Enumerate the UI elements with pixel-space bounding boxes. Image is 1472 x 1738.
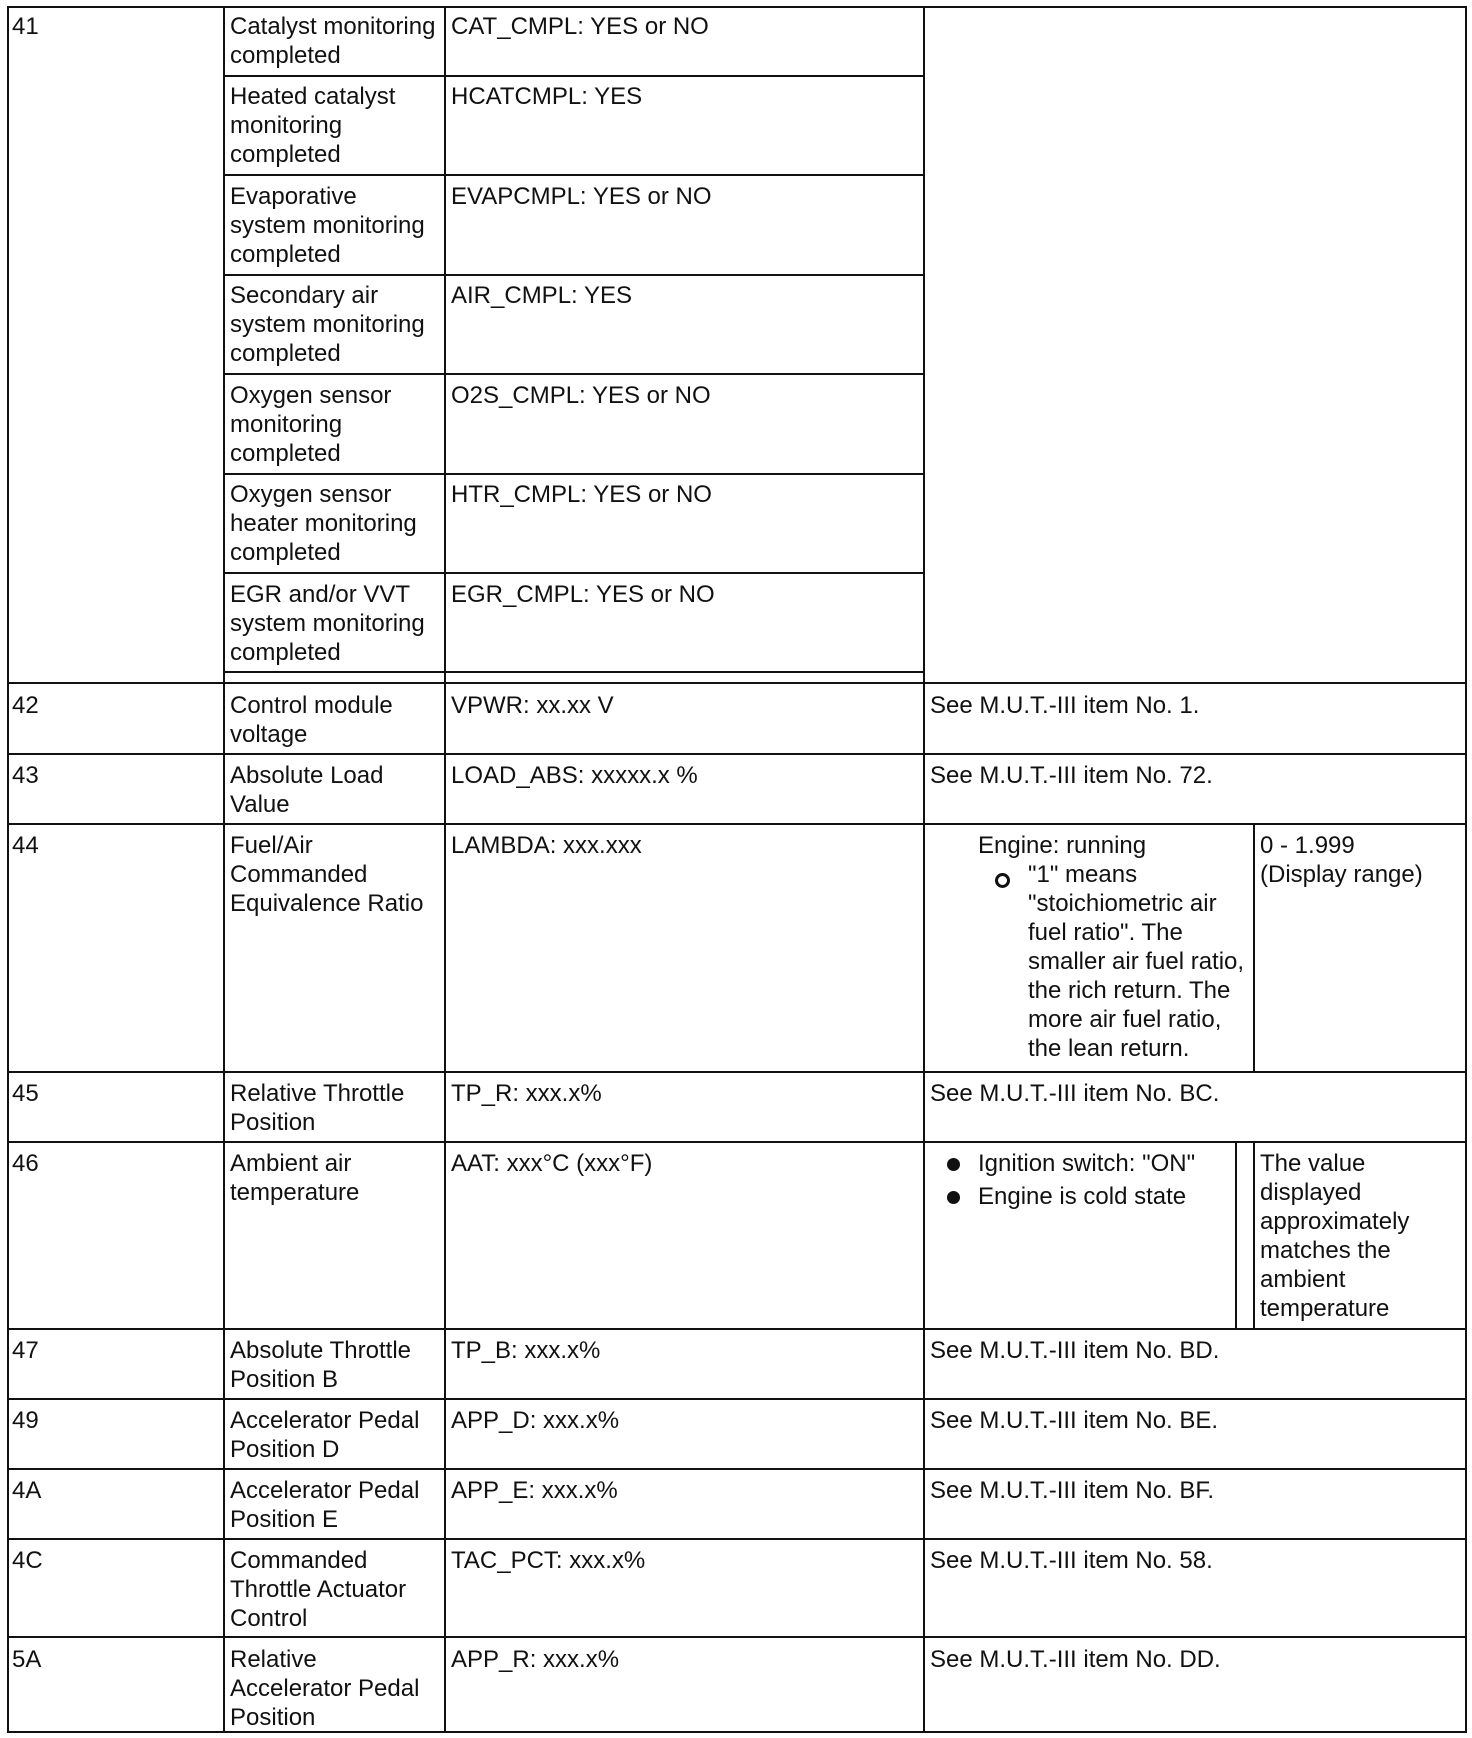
item-name: Catalyst monitoring completed bbox=[230, 13, 436, 69]
display-value: AAT: xxx°C (xxx°F) bbox=[451, 1150, 653, 1177]
reference-text: See M.U.T.-III item No. 1. bbox=[930, 692, 1200, 719]
row-separator bbox=[7, 1468, 1467, 1470]
display-value: HTR_CMPL: YES or NO bbox=[451, 481, 712, 508]
item-name: Fuel/Air Commanded Equivalence Ratio bbox=[230, 832, 424, 917]
display-value: LAMBDA: xxx.xxx bbox=[451, 832, 642, 859]
reference-text: See M.U.T.-III item No. BC. bbox=[930, 1080, 1220, 1107]
item-name: Oxygen sensor heater monitoring completed bbox=[230, 481, 417, 566]
item-name: Secondary air system monitoring completed bbox=[230, 282, 425, 367]
reference-text: See M.U.T.-III item No. 72. bbox=[930, 762, 1213, 789]
display-value: TAC_PCT: xxx.x% bbox=[451, 1547, 646, 1574]
row-separator bbox=[7, 753, 1467, 755]
col-divider-display bbox=[923, 6, 925, 1733]
normal-value-divider bbox=[1235, 1141, 1237, 1330]
row-separator bbox=[7, 1071, 1467, 1073]
row-separator bbox=[7, 823, 1467, 825]
table-border-top bbox=[7, 6, 1467, 8]
row-number: 5A bbox=[12, 1646, 42, 1673]
row-number: 43 bbox=[12, 762, 39, 789]
display-value: EGR_CMPL: YES or NO bbox=[451, 581, 715, 608]
reference-text: See M.U.T.-III item No. BF. bbox=[930, 1477, 1215, 1504]
reference-text: See M.U.T.-III item No. 58. bbox=[930, 1547, 1213, 1574]
item-name: Oxygen sensor monitoring completed bbox=[230, 382, 392, 467]
check-condition: Ignition switch: "ON" bbox=[978, 1150, 1196, 1177]
item-name: Accelerator Pedal Position D bbox=[230, 1407, 420, 1463]
row-number: 45 bbox=[12, 1080, 39, 1107]
check-condition: Engine is cold state bbox=[978, 1183, 1187, 1210]
row-number: 46 bbox=[12, 1150, 39, 1177]
table-border-left bbox=[7, 6, 9, 1733]
row-number: 4C bbox=[12, 1547, 43, 1574]
item-name: Absolute Load Value bbox=[230, 762, 384, 818]
subrow-line bbox=[223, 174, 925, 176]
item-name: Heated catalyst monitoring completed bbox=[230, 83, 396, 168]
bullet-icon bbox=[947, 1158, 960, 1171]
subrow-line bbox=[223, 572, 925, 574]
display-value: EVAPCMPL: YES or NO bbox=[451, 183, 712, 210]
normal-value-divider bbox=[1253, 1141, 1255, 1330]
reference-text: See M.U.T.-III item No. BE. bbox=[930, 1407, 1219, 1434]
normal-condition: 0 - 1.999 (Display range) bbox=[1260, 832, 1423, 888]
row-number: 44 bbox=[12, 832, 39, 859]
display-value: APP_R: xxx.x% bbox=[451, 1646, 620, 1673]
subrow-line bbox=[223, 473, 925, 475]
row-number: 41 bbox=[12, 13, 39, 40]
condition-note: "1" means "stoichiometric air fuel ratio". The smaller air fuel ratio, the rich return. The more air fuel ratio, the lean return. bbox=[1028, 861, 1245, 1062]
display-value: CAT_CMPL: YES or NO bbox=[451, 13, 709, 40]
table-border-right bbox=[1465, 6, 1467, 1733]
table-border-bottom bbox=[7, 1731, 1467, 1733]
hollow-bullet-icon bbox=[995, 873, 1010, 888]
item-name: Relative Accelerator Pedal Position bbox=[230, 1646, 420, 1731]
item-name: Ambient air temperature bbox=[230, 1150, 360, 1206]
row-separator bbox=[7, 1328, 1467, 1330]
display-value: LOAD_ABS: xxxxx.x % bbox=[451, 762, 698, 789]
reference-text: See M.U.T.-III item No. DD. bbox=[930, 1646, 1221, 1673]
display-value: VPWR: xx.xx V bbox=[451, 692, 614, 719]
item-name: Absolute Throttle Position B bbox=[230, 1337, 411, 1393]
row-separator bbox=[7, 1538, 1467, 1540]
row-number: 42 bbox=[12, 692, 39, 719]
reference-text: See M.U.T.-III item No. BD. bbox=[930, 1337, 1220, 1364]
row-number: 49 bbox=[12, 1407, 39, 1434]
row-number: 47 bbox=[12, 1337, 39, 1364]
display-value: O2S_CMPL: YES or NO bbox=[451, 382, 711, 409]
row-separator bbox=[7, 1141, 1467, 1143]
subrow-line bbox=[223, 373, 925, 375]
bullet-icon bbox=[947, 1191, 960, 1204]
display-value: APP_E: xxx.x% bbox=[451, 1477, 618, 1504]
col-divider-no bbox=[223, 6, 225, 1733]
row-number: 4A bbox=[12, 1477, 42, 1504]
display-value: TP_R: xxx.x% bbox=[451, 1080, 602, 1107]
item-name: Accelerator Pedal Position E bbox=[230, 1477, 420, 1533]
col-divider-item bbox=[444, 6, 446, 1733]
row-separator bbox=[7, 1398, 1467, 1400]
subrow-line bbox=[223, 671, 925, 673]
display-value: TP_B: xxx.x% bbox=[451, 1337, 601, 1364]
check-condition: Engine: running bbox=[978, 832, 1147, 859]
item-name: Relative Throttle Position bbox=[230, 1080, 405, 1136]
item-name: Control module voltage bbox=[230, 692, 393, 748]
normal-value-divider bbox=[1253, 823, 1255, 1073]
subrow-line bbox=[223, 274, 925, 276]
normal-condition: The value displayed approximately matches the ambient temperature bbox=[1260, 1150, 1410, 1322]
row-separator bbox=[7, 1636, 1467, 1638]
item-name: Evaporative system monitoring completed bbox=[230, 183, 425, 268]
display-value: APP_D: xxx.x% bbox=[451, 1407, 620, 1434]
subrow-line bbox=[223, 75, 925, 77]
item-name: Commanded Throttle Actuator Control bbox=[230, 1547, 407, 1632]
item-name: EGR and/or VVT system monitoring completed bbox=[230, 581, 425, 666]
row-separator bbox=[7, 682, 1467, 684]
display-value: HCATCMPL: YES bbox=[451, 83, 643, 110]
display-value: AIR_CMPL: YES bbox=[451, 282, 632, 309]
